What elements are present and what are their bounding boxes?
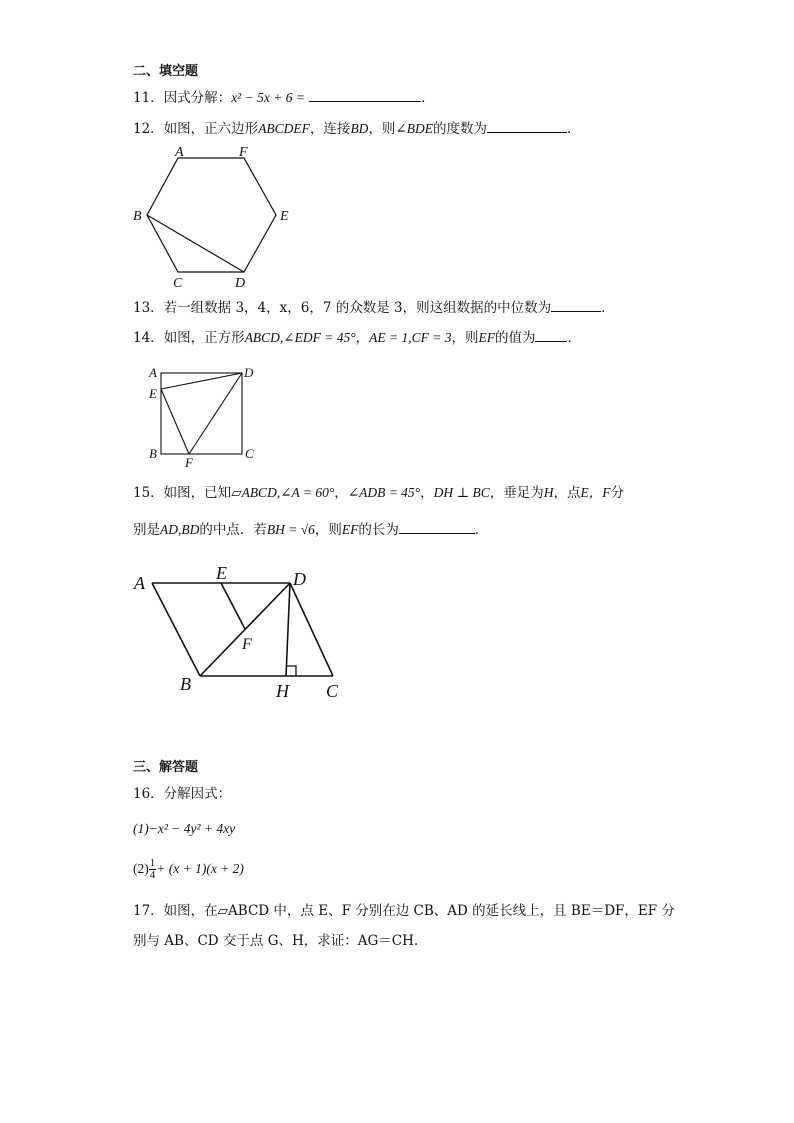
vertex-label-a: A bbox=[149, 365, 157, 380]
math-condition: BH = √6 bbox=[266, 522, 315, 537]
point-label-e: E bbox=[216, 563, 227, 583]
question-text: 分 bbox=[610, 485, 625, 501]
vertex-label-b: B bbox=[180, 674, 191, 694]
question-text: 的度数为 bbox=[433, 121, 487, 137]
vertex-label-f: F bbox=[239, 145, 248, 160]
segment-ef bbox=[221, 583, 245, 629]
question-text: ，垂足为 bbox=[489, 485, 544, 501]
math-condition: ABCD,∠EDF = 45° bbox=[244, 330, 356, 345]
question-11 bbox=[133, 88, 435, 107]
vertex-label-c: C bbox=[245, 446, 254, 461]
diagonal-bd bbox=[200, 583, 290, 676]
punctuation: ． bbox=[567, 121, 581, 137]
question-14 bbox=[133, 328, 581, 347]
math-condition: DH ⊥ BC bbox=[433, 485, 490, 500]
vertex-label-d: D bbox=[244, 365, 254, 380]
question-number: 14． bbox=[133, 330, 164, 346]
question-text: 如图，正方形 bbox=[163, 330, 245, 346]
question-text: 15．如图，已知 bbox=[133, 485, 232, 501]
question-15-line-1 bbox=[133, 484, 624, 502]
math-expression: + (x + 1)(x + 2) bbox=[156, 861, 244, 876]
segment-ef bbox=[161, 389, 189, 454]
math-polygon: ABCDEF bbox=[258, 121, 310, 136]
question-16-part-2 bbox=[133, 858, 244, 881]
question-text: ，连接 bbox=[309, 121, 351, 137]
question-text: 因式分解： bbox=[163, 90, 232, 106]
question-16-title: 16．分解因式： bbox=[133, 786, 232, 802]
question-text: ，点 bbox=[553, 485, 581, 501]
part-number: (2) bbox=[133, 861, 149, 876]
question-text: ， bbox=[355, 330, 370, 346]
vertex-label-d: D bbox=[293, 569, 306, 589]
punctuation: ． bbox=[567, 330, 581, 346]
segment-ed bbox=[161, 373, 242, 389]
diagonal-bd bbox=[147, 215, 244, 272]
vertex-label-f: F bbox=[185, 455, 193, 470]
vertex-label-c: C bbox=[173, 276, 183, 291]
square-figure bbox=[145, 362, 265, 470]
answer-blank[interactable] bbox=[535, 328, 567, 342]
question-text: 13．若一组数据 3，4，x，6，7 的众数是 3，则这组数据的中位数为 bbox=[133, 300, 552, 316]
right-angle-mark bbox=[286, 666, 296, 676]
side-ab bbox=[152, 583, 200, 676]
question-15-line-2 bbox=[133, 520, 488, 539]
punctuation: ． bbox=[601, 300, 615, 316]
question-number: 12． bbox=[133, 121, 164, 137]
question-16-part-1: (1)−x² − 4y² + 4xy bbox=[133, 821, 236, 836]
vertex-label-a: A bbox=[175, 145, 184, 160]
math-segments: AD,BD bbox=[160, 522, 200, 537]
segment-dh bbox=[286, 583, 290, 676]
answer-blank[interactable] bbox=[399, 520, 475, 534]
question-text: ，则 bbox=[451, 330, 479, 346]
math-angle: ∠BDE bbox=[395, 121, 433, 136]
math-point: H bbox=[543, 485, 554, 500]
math-condition: AE = 1,CF = 3 bbox=[369, 330, 452, 345]
question-text: ， bbox=[334, 485, 348, 501]
question-text: 别是 bbox=[133, 522, 160, 538]
point-label-f: F bbox=[242, 636, 252, 653]
math-condition: ▱ABCD,∠A = 60° bbox=[231, 485, 335, 500]
vertex-label-b: B bbox=[149, 446, 157, 461]
question-text: ，则 bbox=[314, 522, 342, 538]
side-dc bbox=[290, 583, 333, 676]
question-text: 的长为 bbox=[358, 522, 399, 538]
vertex-label-a: A bbox=[134, 573, 145, 593]
math-expression: x² − 5x + 6 = bbox=[231, 90, 305, 105]
vertex-label-e: E bbox=[149, 386, 157, 401]
answer-blank[interactable] bbox=[309, 88, 421, 102]
hexagon-figure bbox=[130, 142, 300, 292]
question-text: ，则 bbox=[368, 121, 396, 137]
fraction-one-quarter: $\frac{1}{4}$ bbox=[149, 857, 156, 881]
question-12 bbox=[133, 119, 581, 138]
question-text: 的中点．若 bbox=[199, 522, 267, 538]
answer-blank[interactable] bbox=[551, 298, 601, 312]
point-label-h: H bbox=[276, 681, 289, 701]
question-17-line-2: 别与 AB、CD 交于点 G、H，求证：AG＝CH. bbox=[133, 933, 419, 949]
section-title-solve: 三、解答题 bbox=[133, 760, 199, 775]
math-points: E，F bbox=[580, 485, 611, 500]
vertex-label-d: D bbox=[235, 276, 246, 291]
question-text: 如图，正六边形 bbox=[163, 121, 259, 137]
punctuation: ． bbox=[474, 522, 489, 538]
question-13 bbox=[133, 298, 615, 317]
math-segment: EF bbox=[341, 522, 359, 537]
question-17-line-1: 17．如图，在▱ABCD 中，点 E、F 分别在边 CB、AD 的延长线上，且 BE＝DF，EF 分 bbox=[133, 903, 675, 919]
hexagon-shape bbox=[147, 158, 276, 272]
section-title-fill-blank: 二、填空题 bbox=[133, 64, 199, 79]
math-condition: ∠ADB = 45° bbox=[347, 485, 421, 500]
segment-fd bbox=[189, 373, 242, 454]
question-number: 11． bbox=[133, 90, 164, 106]
punctuation: ． bbox=[421, 90, 435, 106]
square-shape bbox=[161, 373, 242, 454]
vertex-label-b: B bbox=[133, 209, 142, 224]
question-text: ， bbox=[420, 485, 434, 501]
question-text: 的值为 bbox=[494, 330, 536, 346]
vertex-label-e: E bbox=[280, 209, 289, 224]
parallelogram-figure bbox=[130, 562, 350, 707]
vertex-label-c: C bbox=[326, 681, 339, 701]
math-segment: EF bbox=[478, 330, 495, 345]
math-segment: BD bbox=[350, 121, 369, 136]
answer-blank[interactable] bbox=[487, 119, 567, 133]
